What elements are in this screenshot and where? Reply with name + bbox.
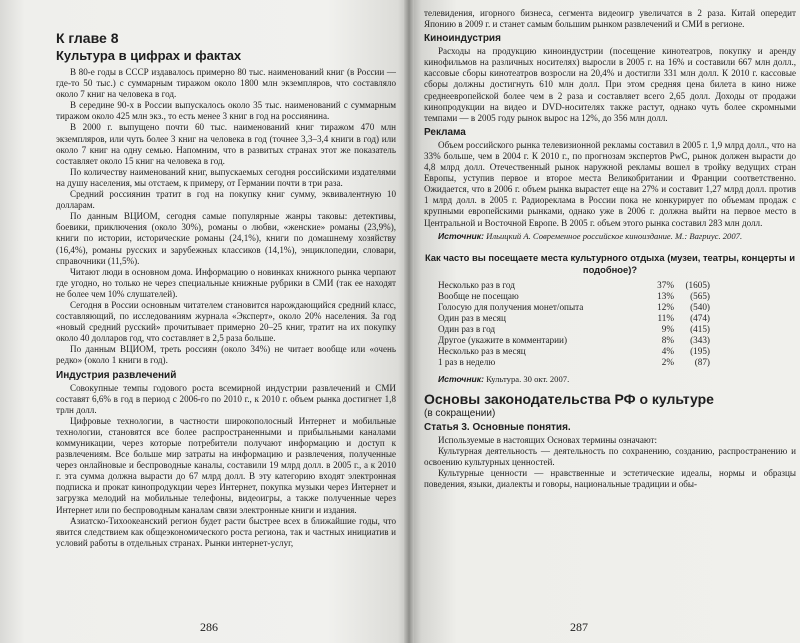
section-heading-film: Киноиндустрия (424, 33, 501, 45)
paragraph: В 2000 г. выпущено почти 60 тыс. наименований книг тиражом 470 млн экземпляров, или чуть более 3 книг на человека в год (точнее 3,3–3,4 книги в год) или около 7 книг на одну семью. Напомним, что в развитых странах этот же показатель составляет около 15 книг на человека в год. (56, 122, 396, 166)
paragraph: По количеству наименований книг, выпускаемых сегодня российскими издателями на душу населения, мы отстаем, к примеру, от Германии почти в три раза. (56, 166, 396, 188)
survey-row (438, 324, 710, 335)
survey-label: Один раз в месяц (438, 312, 506, 323)
source-note-1 (424, 231, 796, 242)
survey-count: (195) (690, 345, 710, 356)
paragraph: Читают люди в основном дома. Информацию о новинках книжного рынка черпают где угодно, но только не через специальные книжные рубрики в СМИ (так ее находят не более чем 10% слушателей). (56, 266, 396, 299)
survey-percent: 11% (657, 312, 674, 323)
survey-percent: 2% (661, 356, 674, 367)
page-number-left: 286 (200, 620, 218, 634)
survey-count: (415) (690, 323, 710, 334)
survey-percent: 4% (661, 345, 674, 356)
source-text: Ильицкий А. Современное российское киноиздание. М.: Вагриус. 2007. (486, 230, 743, 241)
survey-count: (474) (690, 312, 710, 323)
survey-percent: 13% (657, 290, 674, 301)
survey-label: Один раз в год (438, 323, 496, 334)
paragraph: Культурная деятельность — деятельность по сохранению, созданию, распространению и освоению культурных ценностей. (424, 445, 796, 467)
left-paragraphs-1 (56, 67, 396, 367)
paragraph: Расходы на продукцию киноиндустрии (посещение кинотеатров, покупку и аренду кинофильмов на различных носителях) выросли в 2005 г. на 16% и составили 667 млн долл., кассовые сборы кинотеатров возросли на 20,4% и достигли 331 млн долл. К 2010 г. кассовые сборы должны достигнуть 610 млн долл. При этом средняя цена билета в кино ниже среднеевропейской более чем в 2 раза и составляет всего 2,65 долл. Доходы от продажи кинопродукции на видео и DVD-носителях также растут, однако чуть более скромными темпами — в 2005 году рынок вырос на 12%, до 356 млн долл. (424, 46, 796, 123)
source-label: Источник: (438, 373, 484, 384)
paragraph: Совокупные темпы годового роста всемирной индустрии развлечений и СМИ составят 6,6% в год в период с 2006-го по 2010 г., к 2010 г. объем рынка достигнет 1,8 трлн долл. (56, 382, 396, 415)
source-note-2 (424, 374, 796, 385)
survey-label: Вообще не посещаю (438, 290, 519, 301)
survey-count: (1605) (685, 279, 710, 290)
chapter-title: Культура в цифрах и фактах (56, 48, 242, 63)
left-paragraphs-2 (56, 383, 396, 549)
paragraph: Азиатско-Тихоокеанский регион будет расти быстрее всех в ближайшие годы, что явится следствием как общеэкономического роста региона, так и частных инициатив и условий работы в отдельных странах. Рынки интернет-услуг, (56, 515, 396, 548)
survey-label: Несколько раз в месяц (438, 345, 526, 356)
paragraph: По данным ВЦИОМ, сегодня самые популярные жанры таковы: детективы, боевики, приключения (около 30%), романы о любви, «женские» романы (23,9%), книги по истории, исторические романы (24,1%), книги по домашнему хозяйству (16,4%), романы русских и зарубежных классиков (14,1%), энциклопедии, словари, справочники (11,5%). (56, 211, 396, 266)
survey-count: (343) (690, 334, 710, 345)
paragraph: Сегодня в России основным читателем становится нарождающийся средний класс, составляющий, по исследованиям журнала «Эксперт», около 20% населения. За год «новый средний русский» прочитывает примерно 20–25 книг, тратит на их покупку около 40 долларов год, что составляет в 2,5 раза больше. (56, 299, 396, 344)
survey-row (438, 291, 710, 302)
paragraph: телевидения, игорного бизнеса, сегмента видеоигр увеличатся в 2 раза. Китай опередит Японию в 2009 г. и станет самым большим рынком развлечений и СМИ в регионе. (424, 8, 796, 30)
survey-count: (540) (690, 301, 710, 312)
survey-percent: 37% (657, 279, 674, 290)
survey-label: Голосую для получения монет/опыта (438, 301, 584, 312)
survey-row (438, 302, 710, 313)
article-heading: Статья 3. Основные понятия. (424, 421, 571, 433)
survey-row (438, 313, 710, 324)
survey-count: (87) (694, 356, 710, 367)
source-label: Источник: (438, 230, 484, 241)
survey-percent: 8% (661, 334, 674, 345)
survey-table (438, 280, 710, 368)
paragraph: В 80-е годы в СССР издавалось примерно 80 тыс. наименований книг (в России — где-то 50 тыс.) с суммарным тиражом около 1800 млн экземпляров, что составляло около 7 книг на человека в год. (56, 67, 396, 100)
page-number-right: 287 (570, 620, 588, 634)
section-heading-advertising: Реклама (424, 126, 466, 138)
survey-row (438, 280, 710, 291)
survey-title: Как часто вы посещаете места культурного отдыха (музеи, театры, концерты и подобное)? (424, 251, 796, 275)
book-gutter (404, 0, 414, 643)
source-text: Культура. 30 окт. 2007. (486, 373, 570, 384)
law-subtitle: (в сокращении) (424, 407, 496, 419)
survey-row (438, 357, 710, 368)
right-page (410, 0, 800, 643)
paragraph: По данным ВЦИОМ, треть россиян (около 34%) не читает вообще или «очень редко» (около 1 книги в год). (56, 344, 396, 366)
paragraph: Объем российского рынка телевизионной рекламы составил в 2005 г. 1,9 млрд долл., что на 33% больше, чем в 2004 г. К 2010 г., по прогнозам экспертов PwC, рынок должен вырасти до 4,8 млрд долл. Отечественный рынок наружной рекламы вошел в тройку ведущих стран Европы, уступив первое и второе места Великобритании и Франции соответственно. Ожидается, что в 2006 г. объем рынка вырастет еще на 27% и составит 1,27 млрд долл. против 1 млрд долл. в 2005 г. Радиореклама в России пока не конкурирует по объемам продаж с крупными европейскими рынками, однако уже в 2006 г. должна выйти на первое место в Центральной и Восточной Европе. В 2005 г. объем этого рынка составил 283 млн долл. (424, 139, 796, 228)
survey-label: 1 раз в неделю (438, 356, 496, 367)
section-heading-entertainment: Индустрия развлечений (56, 369, 177, 381)
survey-row (438, 346, 710, 357)
paragraph: Культурные ценности — нравственные и эстетические идеалы, нормы и образцы поведения, языки, диалекты и говоры, национальные традиции и обы- (424, 467, 796, 489)
survey-row (438, 335, 710, 346)
survey-label: Другое (укажите в комментарии) (438, 334, 568, 345)
survey-label: Несколько раз в год (438, 279, 515, 290)
paragraph: Средний россиянин тратит в год на покупку книг сумму, эквивалентную 10 долларам. (56, 189, 396, 211)
paragraph: В середине 90-х в России выпускалось около 35 тыс. наименований с суммарным тиражом около 425 млн экз., то есть менее 3 книг в год на россиянина. (56, 100, 396, 122)
law-title: Основы законодательства РФ о культуре (424, 390, 714, 407)
paragraph: Используемые в настоящих Основах термины означают: (438, 434, 658, 445)
survey-percent: 9% (661, 323, 674, 334)
paragraph: Цифровые технологии, в частности широкополосный Интернет и мобильные технологии, становятся все более распространенными и прибыльными каналами коммуникации, через которые потребители получают информацию и доступ к развлечениям. Все больше мир затраты на информацию и развлечения, полученные через онлайновые и беспроводные каналы, составили 19 млрд долл. в 2005 г., а к 2010 г. эта сумма должна вырасти до 67 млрд долл. В эту категорию входят электронная подписка и прокат кинопродукции через Интернет, покупка музыки через Интернет и загрузка мелодий на мобильные телефоны, видеоигры, а также полученные через Интернет или по беспроводным каналам связи электронные книги и издания. (56, 415, 396, 515)
chapter-heading: К главе 8 (56, 30, 119, 46)
survey-count: (565) (690, 290, 710, 301)
survey-percent: 12% (657, 301, 674, 312)
